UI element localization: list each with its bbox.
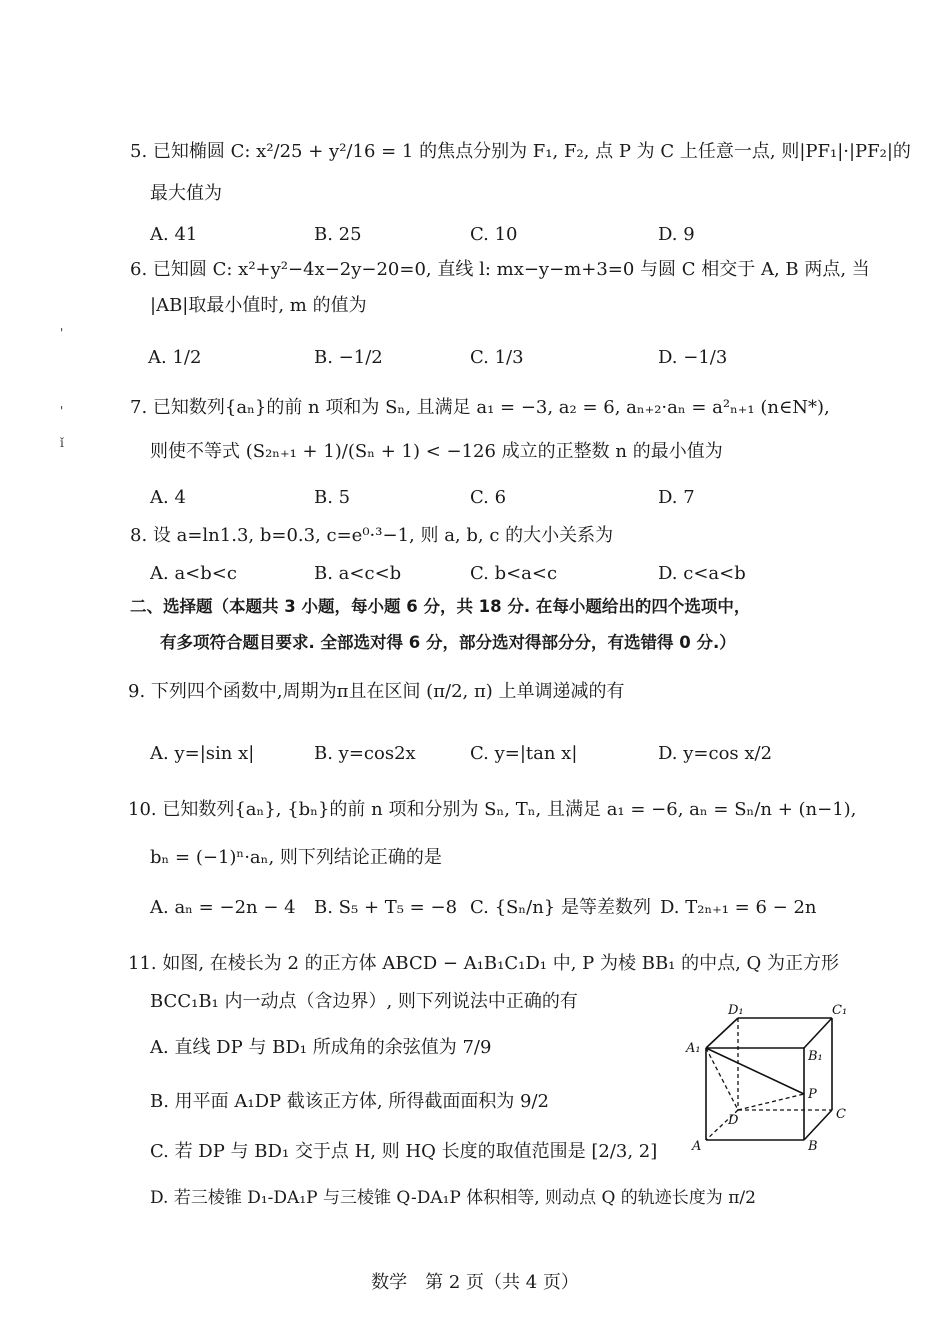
q11-option-b: B. 用平面 A₁DP 截该正方体, 所得截面面积为 9/2 — [150, 1091, 550, 1112]
q7-stem-line2: 则使不等式 (S₂ₙ₊₁ + 1)/(Sₙ + 1) < −126 成立的正整数 n 的最小值为 — [150, 441, 723, 462]
section2-heading-line2: 有多项符合题目要求. 全部选对得 6 分，部分选对得部分分，有选错得 0 分.） — [160, 633, 736, 652]
label-c1: C₁ — [832, 1003, 848, 1018]
q11-stem-line1: 11. 如图, 在棱长为 2 的正方体 ABCD − A₁B₁C₁D₁ 中, P 为棱 BB₁ 的中点, Q 为正方形 — [128, 953, 840, 974]
q5-option-b: B. 25 — [314, 224, 362, 245]
q10-option-b: B. S₅ + T₅ = −8 — [314, 897, 458, 918]
margin-mark: ' — [60, 404, 64, 418]
cube-figure — [684, 1000, 854, 1160]
q6-option-d: D. −1/3 — [658, 347, 728, 368]
label-d: D — [728, 1113, 739, 1128]
q6-option-b: B. −1/2 — [314, 347, 383, 368]
q7-stem-line1: 7. 已知数列{aₙ}的前 n 项和为 Sₙ, 且满足 a₁ = −3, a₂ = 6, aₙ₊₂·aₙ = a²ₙ₊₁ (n∈N*), — [130, 397, 830, 418]
section2-heading-line1: 二、选择题（本题共 3 小题，每小题 6 分，共 18 分. 在每小题给出的四个选项中， — [130, 597, 751, 616]
q10-stem-line1: 10. 已知数列{aₙ}, {bₙ}的前 n 项和分别为 Sₙ, Tₙ, 且满足 a₁ = −6, aₙ = Sₙ/n + (n−1), — [128, 799, 857, 820]
q9-option-d: D. y=cos x/2 — [658, 743, 773, 764]
label-a1: A₁ — [686, 1041, 701, 1056]
label-p: P — [808, 1087, 817, 1102]
label-d1: D₁ — [728, 1003, 744, 1018]
q8-stem: 8. 设 a=ln1.3, b=0.3, c=e⁰·³−1, 则 a, b, c 的大小关系为 — [130, 525, 614, 546]
q9-stem: 9. 下列四个函数中,周期为π且在区间 (π/2, π) 上单调递减的有 — [128, 681, 625, 702]
q5-option-a: A. 41 — [150, 224, 198, 245]
q10-stem-line2: bₙ = (−1)ⁿ·aₙ, 则下列结论正确的是 — [150, 847, 442, 868]
q9-option-a: A. y=|sin x| — [150, 743, 255, 764]
q9-option-b: B. y=cos2x — [314, 743, 416, 764]
label-c: C — [836, 1107, 846, 1122]
q8-option-c: C. b<a<c — [470, 563, 558, 584]
q7-option-a: A. 4 — [150, 487, 186, 508]
q5-stem-line2: 最大值为 — [150, 183, 222, 204]
q10-option-d: D. T₂ₙ₊₁ = 6 − 2n — [660, 897, 817, 918]
q6-stem-line2: |AB|取最小值时, m 的值为 — [150, 295, 367, 316]
q11-option-d: D. 若三棱锥 D₁-DA₁P 与三棱锥 Q-DA₁P 体积相等, 则动点 Q 的轨迹长度为 π/2 — [150, 1188, 756, 1208]
label-b: B — [808, 1139, 818, 1154]
q11-stem-line2: BCC₁B₁ 内一动点（含边界）, 则下列说法中正确的有 — [150, 991, 578, 1012]
q6-stem-line1: 6. 已知圆 C: x²+y²−4x−2y−20=0, 直线 l: mx−y−m+3=0 与圆 C 相交于 A, B 两点, 当 — [130, 259, 870, 280]
q10-option-a: A. aₙ = −2n − 4 — [150, 897, 296, 918]
margin-mark: ǐ — [60, 436, 64, 450]
q5-option-d: D. 9 — [658, 224, 695, 245]
q10-option-c: C. {Sₙ/n} 是等差数列 — [470, 897, 651, 918]
q7-option-b: B. 5 — [314, 487, 351, 508]
q9-option-c: C. y=|tan x| — [470, 743, 578, 764]
label-a: A — [692, 1139, 702, 1154]
q5-stem-line1: 5. 已知椭圆 C: x²/25 + y²/16 = 1 的焦点分别为 F₁, F₂, 点 P 为 C 上任意一点, 则|PF₁|·|PF₂|的 — [130, 141, 911, 162]
q8-option-a: A. a<b<c — [150, 563, 237, 584]
q7-option-c: C. 6 — [470, 487, 507, 508]
q7-option-d: D. 7 — [658, 487, 695, 508]
q6-option-a: A. 1/2 — [148, 347, 202, 368]
page-footer: 数学 第 2 页（共 4 页） — [371, 1272, 579, 1293]
q8-option-d: D. c<a<b — [658, 563, 746, 584]
margin-mark: ' — [60, 326, 64, 340]
q8-option-b: B. a<c<b — [314, 563, 402, 584]
q5-option-c: C. 10 — [470, 224, 518, 245]
q11-option-a: A. 直线 DP 与 BD₁ 所成角的余弦值为 7/9 — [150, 1037, 492, 1058]
q11-option-c: C. 若 DP 与 BD₁ 交于点 H, 则 HQ 长度的取值范围是 [2/3, 2] — [150, 1141, 658, 1162]
label-b1: B₁ — [808, 1049, 823, 1064]
q6-option-c: C. 1/3 — [470, 347, 524, 368]
